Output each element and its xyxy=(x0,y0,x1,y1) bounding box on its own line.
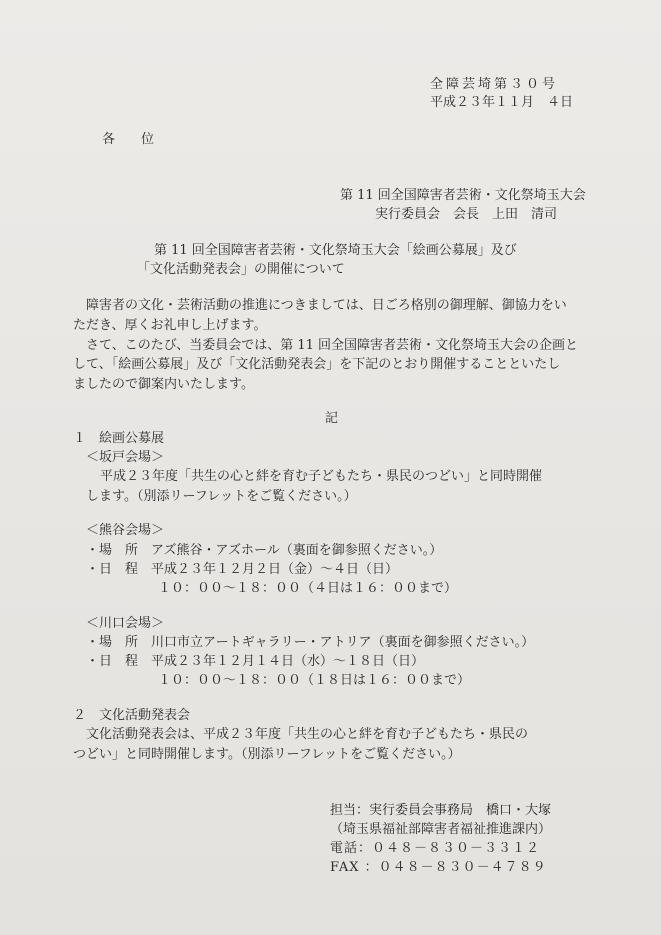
sakado-line-1: 平成２３年度「共生の心と絆を育む子どもたち・県民のつどい」と同時開催 xyxy=(100,469,543,484)
section-2-line-2: つどい」と同時開催します。（別添リーフレットをご覧ください。） xyxy=(73,747,461,762)
kumagaya-schedule: ・日 程 平成２３年１２月２日（金）～４日（日） xyxy=(86,562,399,577)
contact-department: （埼玉県福祉部障害者福祉推進課内） xyxy=(330,822,552,837)
ki-marker: 記 xyxy=(325,411,339,426)
contact-person: 担当：実行委員会事務局 橋口・大塚 xyxy=(330,803,552,818)
document-date: 平成２３年１１月 ４日 xyxy=(430,95,574,110)
body-paragraph-2-line-3: ましたので御案内いたします。 xyxy=(73,377,254,392)
section-2-heading: ２ 文化活動発表会 xyxy=(73,708,191,723)
body-paragraph-1-line-2: ただき、厚くお礼申し上げます。 xyxy=(73,318,267,333)
notice-title-line-1: 第 11 回全国障害者芸術・文化祭埼玉大会「絵画公募展」及び xyxy=(154,243,517,258)
notice-title-line-2: 「文化活動発表会」の開催について xyxy=(137,262,345,277)
section-1-heading: １ 絵画公募展 xyxy=(73,431,165,446)
sakado-venue-label: ＜坂戸会場＞ xyxy=(86,450,165,465)
sender-organization: 第 11 回全国障害者芸術・文化祭埼玉大会 xyxy=(340,188,586,203)
kumagaya-venue-label: ＜熊谷会場＞ xyxy=(86,523,165,538)
addressee: 各 位 xyxy=(102,132,155,147)
kawaguchi-place: ・場 所 川口市立アートギャラリー・アトリア（裏面を御参照ください。） xyxy=(86,635,535,650)
contact-fax: FAX ：０４８－８３０－４７８９ xyxy=(330,860,547,875)
kawaguchi-time: １０：００～１８：００（１８日は１６：００まで） xyxy=(158,673,471,688)
sender-person: 実行委員会 会長 上田 清司 xyxy=(375,207,558,222)
section-2-line-1: 文化活動発表会は、平成２３年度「共生の心と絆を育む子どもたち・県民の xyxy=(86,727,529,742)
body-paragraph-1-line-1: 障害者の文化・芸術活動の推進につきましては、日ごろ格別の御理解、御協力をい xyxy=(86,298,567,313)
kawaguchi-schedule: ・日 程 平成２３年１２月１４日（水）～１８日（日） xyxy=(86,654,425,669)
kumagaya-time: １０：００～１８：００（４日は１６：００まで） xyxy=(158,581,458,596)
body-paragraph-2-line-2: して、「絵画公募展」及び「文化活動発表会」を下記のとおり開催することといたし xyxy=(73,357,561,372)
contact-phone: 電話：０４８－８３０－３３１２ xyxy=(330,841,541,856)
sakado-line-2: します。（別添リーフレットをご覧ください。） xyxy=(86,489,357,504)
kawaguchi-venue-label: ＜川口会場＞ xyxy=(86,616,165,631)
kumagaya-place: ・場 所 アズ熊谷・アズホール（裏面を御参照ください。） xyxy=(86,543,443,558)
body-paragraph-2-line-1: さて、このたび、当委員会では、第 11 回全国障害者芸術・文化祭埼玉大会の企画と xyxy=(86,338,579,353)
document-number: 全障芸埼第３０号 xyxy=(430,77,559,92)
